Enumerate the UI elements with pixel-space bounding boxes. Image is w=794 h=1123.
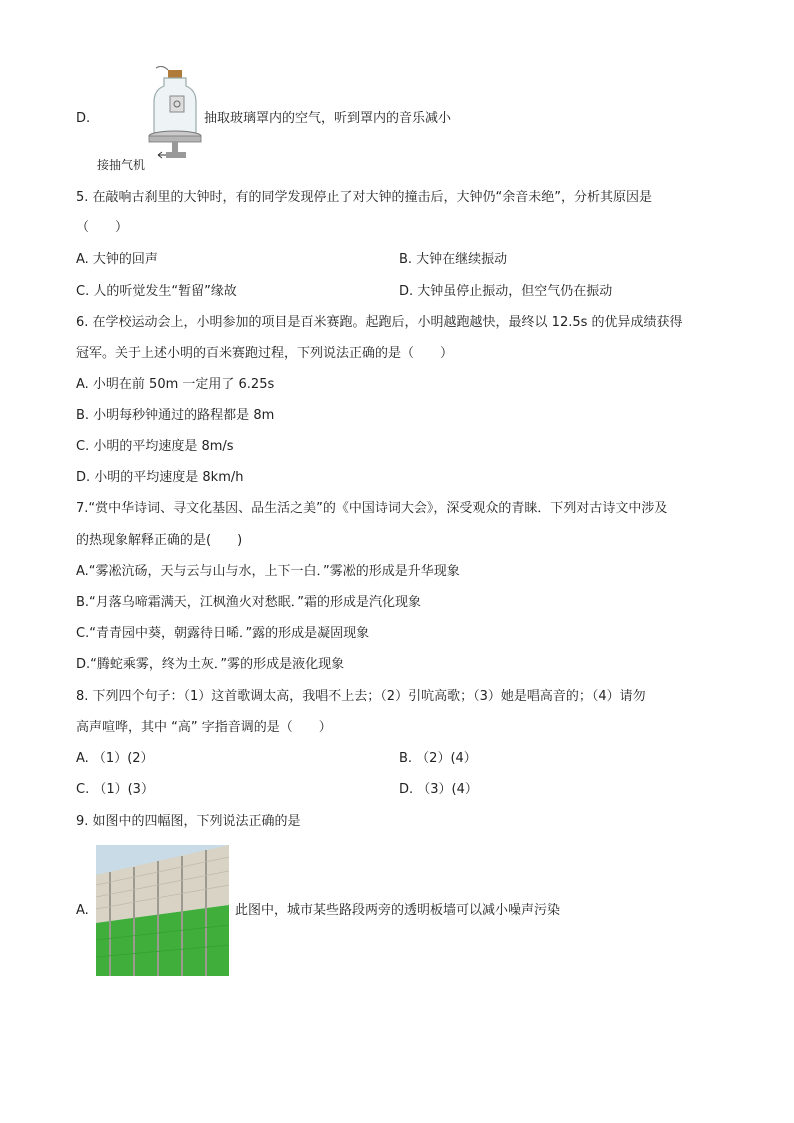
- q4-option-d-label: D.: [76, 111, 91, 126]
- q8-option-a: A. （1）(2）: [76, 751, 154, 766]
- q7-stem-line2: 的热现象解释正确的是( ): [76, 533, 243, 548]
- q6-option-c: C. 小明的平均速度是 8m/s: [76, 439, 234, 454]
- q7-option-a: A.“雾凇沆砀，天与云与山与水，上下一白．”雾凇的形成是升华现象: [76, 564, 460, 579]
- q7-option-c: C.“青青园中葵，朝露待日晞．”露的形成是凝固现象: [76, 626, 370, 641]
- q6-stem-line1: 6. 在学校运动会上，小明参加的项目是百米赛跑。起跑后，小明越跑越快，最终以 12.5s 的优异成绩获得: [76, 315, 683, 330]
- q6-option-a: A. 小明在前 50m 一定用了 6.25s: [76, 377, 275, 392]
- q7-stem-line1: 7.“赏中华诗词、寻文化基因、品生活之美”的《中国诗词大会》，深受观众的青睐．下列对古诗文中涉及: [76, 501, 668, 516]
- q5-option-a: A. 大钟的回声: [76, 252, 158, 267]
- q4-option-d-text: 抽取玻璃罩内的空气，听到罩内的音乐减小: [204, 111, 452, 126]
- q8-option-c: C. （1）(3）: [76, 782, 154, 797]
- q8-option-d: D. （3）(4）: [399, 782, 478, 797]
- jar-stopper: [168, 70, 182, 78]
- music-box: [170, 96, 184, 112]
- q6-option-d: D. 小明的平均速度是 8km/h: [76, 470, 244, 485]
- q6-stem-line2: 冠军。关于上述小明的百米赛跑过程，下列说法正确的是（ ）: [76, 346, 454, 361]
- q8-stem-line1: 8. 下列四个句子：（1）这首歌调太高，我唱不上去；（2）引吭高歌；（3）她是唱高音的；（4）请勿: [76, 689, 646, 704]
- q7-option-d: D.“腾蛇乘雾，终为土灰．”雾的形成是液化现象: [76, 657, 345, 672]
- q7-option-b: B.“月落乌啼霜满天，江枫渔火对愁眠．”霜的形成是汽化现象: [76, 595, 422, 610]
- q9-stem: 9. 如图中的四幅图，下列说法正确的是: [76, 814, 301, 829]
- q5-option-b: B. 大钟在继续振动: [399, 252, 508, 267]
- pump-label: 接抽气机: [97, 158, 146, 172]
- q9-option-a-text: 此图中，城市某些路段两旁的透明板墙可以减小噪声污染: [235, 903, 561, 918]
- q5-stem-line1: 5. 在敲响古刹里的大钟时，有的同学发现停止了对大钟的撞击后，大钟仍“余音未绝”，分析其原因是: [76, 190, 653, 205]
- q8-stem-line2: 高声喧哗，其中 “高” 字指音调的是（ ）: [76, 720, 332, 735]
- q8-option-b: B. （2）(4）: [399, 751, 477, 766]
- q5-option-d: D. 大钟虽停止振动，但空气仍在振动: [399, 284, 613, 299]
- q5-option-c: C. 人的听觉发生“暂留”缘故: [76, 284, 237, 299]
- q6-option-b: B. 小明每秒钟通过的路程都是 8m: [76, 408, 275, 423]
- q9-option-a-label: A.: [76, 903, 89, 918]
- sound-barrier-photo: [96, 845, 229, 976]
- q5-stem-line2: （ ）: [76, 220, 129, 235]
